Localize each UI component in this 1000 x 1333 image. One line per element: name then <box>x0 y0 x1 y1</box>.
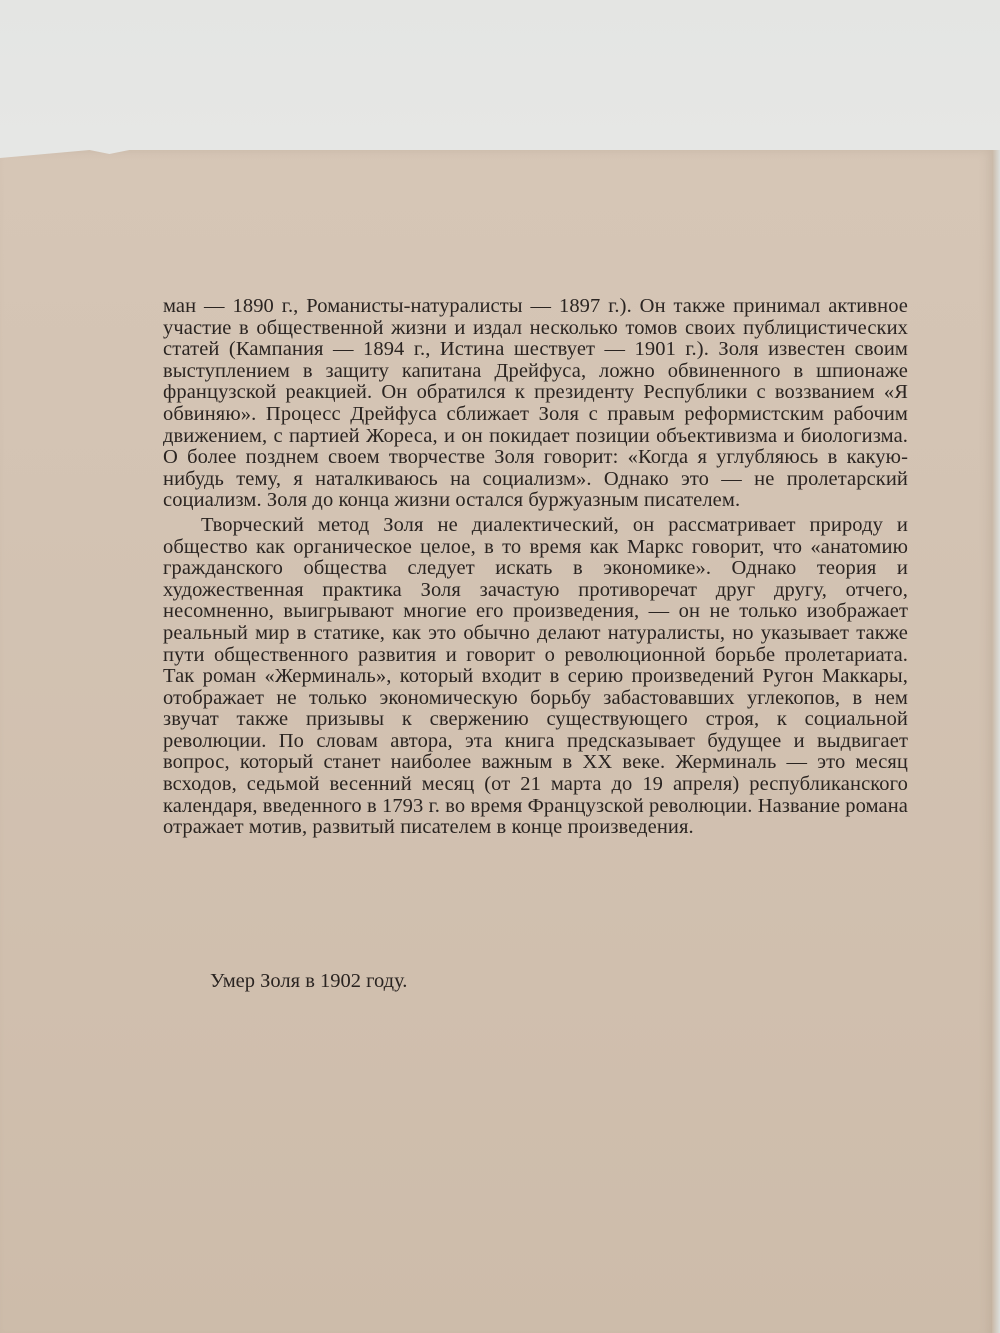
paragraph-1: ман — 1890 г., Романисты-натуралисты — 1897 г.). Он также принимал активное участие в общественной жизни и издал несколько томов своих публицистических статей (Кампания — 1894 г., Истина шествует — 1901 г.). Золя известен своим выступлением в защиту капитана Дрейфуса, ложно обвиненного в шпионаже французской реакцией. Он обратился к президенту Республики с воззванием «Я обвиняю». Процесс Дрейфуса сближает Золя с правым реформистским рабочим движением, с партией Жореса, и он покидает позиции объективизма и биологизма. О более позднем своем творчестве Золя говорит: «Когда я углубляюсь в какую-нибудь тему, я наталкиваюсь на социализм». Однако это — не пролетарский социализм. Золя до конца жизни остался буржуазным писателем. <box>163 295 908 512</box>
closing-line: Умер Золя в 1902 году. <box>210 970 408 992</box>
page-edge <box>992 150 1000 1333</box>
body-text <box>163 296 908 839</box>
paragraph-2: Творческий метод Золя не диалектический, он рассматривает природу и общество как органическое целое, в то время как Маркс говорит, что «анатомию гражданского общества следует искать в экономике». Однако теория и художественная практика Золя зачастую противоречат друг другу, отчего, несомненно, выигрывают многие его произведения, — он не только изображает реальный мир в статике, как это обычно делают натуралисты, но указывает также пути общественного развития и говорит о революционной борьбе пролетариата. Так роман «Жерминаль», который входит в серию произведений Ругон Маккары, отображает не только экономическую борьбу забастовавших углекопов, в нем звучат также призывы к свержению существующего строя, к социальной революции. По словам автора, эта книга предсказывает будущее и выдвигает вопрос, который станет наиболее важным в XX веке. Жерминаль — это месяц всходов, седьмой весенний месяц (от 21 марта до 19 апреля) республиканского календаря, введенного в 1793 г. во время Французской революции. Название романа отражает мотив, развитый писателем в конце произведения. <box>163 513 908 839</box>
